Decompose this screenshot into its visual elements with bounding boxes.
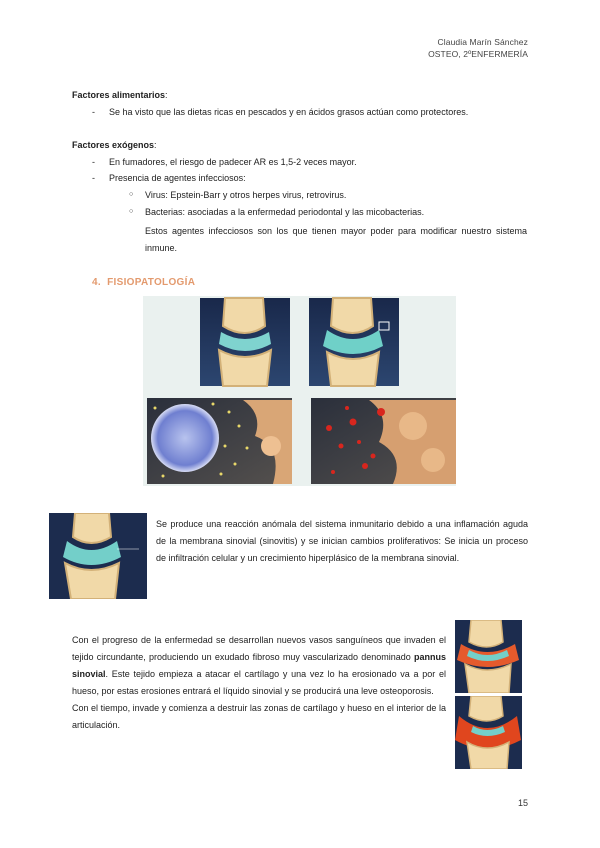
joint-panel-synovitis: [309, 298, 399, 386]
paragraph-pannus: [72, 632, 446, 734]
exo-subitem-text: Virus: Epstein-Barr y otros herpes virus, retrovirus.: [145, 190, 347, 200]
header-author: Claudia Marín Sánchez: [437, 37, 528, 47]
exo-subitem-bullet: ○: [129, 191, 134, 198]
pannus-text-pre: Con el progreso de la enfermedad se desarrollan nuevos vasos sanguíneos que invaden el tejido circundante, produciendo un exudado fibroso muy vascularizado denominado: [72, 635, 446, 662]
section-heading: [92, 277, 195, 288]
page-number: 15: [517, 798, 528, 808]
section-number: 4.: [92, 277, 101, 288]
exo-title: Factores exógenos: [72, 140, 155, 150]
pathophysiology-figure: [143, 296, 456, 486]
synovitis-illustration: [49, 513, 147, 599]
exo-item-bullet: -: [92, 157, 95, 167]
joint-panel-healthy: [200, 298, 290, 386]
header-course: OSTEO, 2ºENFERMERÍA: [428, 49, 528, 59]
pannus-term: pannus sinovial: [72, 652, 446, 679]
food-item-bullet: -: [92, 107, 95, 117]
exo-subitem-bullet: ○: [129, 208, 134, 215]
food-heading: [72, 89, 168, 101]
exo-item-text: En fumadores, el riesgo de padecer AR es 1,5-2 veces mayor.: [109, 157, 357, 167]
page-header: [428, 36, 528, 60]
pannus-text-last: Con el tiempo, invade y comienza a destruir las zonas de cartílago y hueso en el interior de la articulación.: [72, 703, 446, 730]
exo-title-colon: :: [154, 140, 157, 150]
exo-note: Estos agentes infecciosos son los que tienen mayor poder para modificar nuestro sistema inmune.: [145, 226, 527, 253]
exo-subitem-text: Bacterias: asociadas a la enfermedad periodontal y las micobacterias.: [145, 207, 425, 217]
food-title: Factores alimentarios: [72, 90, 166, 100]
joint-illustrations: [143, 296, 456, 486]
exo-item-bullet: -: [92, 173, 95, 183]
exo-heading: [72, 139, 157, 151]
food-title-colon: :: [165, 90, 168, 100]
pannus-illustration-1: [455, 620, 522, 693]
immune-cell-panel: [147, 398, 292, 484]
pannus-illustration-2: [455, 696, 522, 769]
pannus-panel: [311, 398, 456, 484]
section-title: FISIOPATOLOGÍA: [107, 277, 196, 288]
food-item-text: Se ha visto que las dietas ricas en pescados y en ácidos grasos actúan como protectores.: [109, 107, 469, 117]
pannus-text-post: . Este tejido empieza a atacar el cartílago y una vez lo ha erosionado va a por el hueso, por estas erosiones entrará el líquido sinovial y se producirá una leve osteoporosis.: [72, 669, 446, 696]
paragraph-synovitis: Se produce una reacción anómala del sistema inmunitario debido a una inflamación aguda de la membrana sinovial (sinovitis) y se inician cambios proliferativos: Se inicia un proceso de infiltración celular y un crecimiento hiperplásico de la membrana sinovial.: [156, 519, 528, 563]
exo-item-text: Presencia de agentes infecciosos:: [109, 173, 246, 183]
